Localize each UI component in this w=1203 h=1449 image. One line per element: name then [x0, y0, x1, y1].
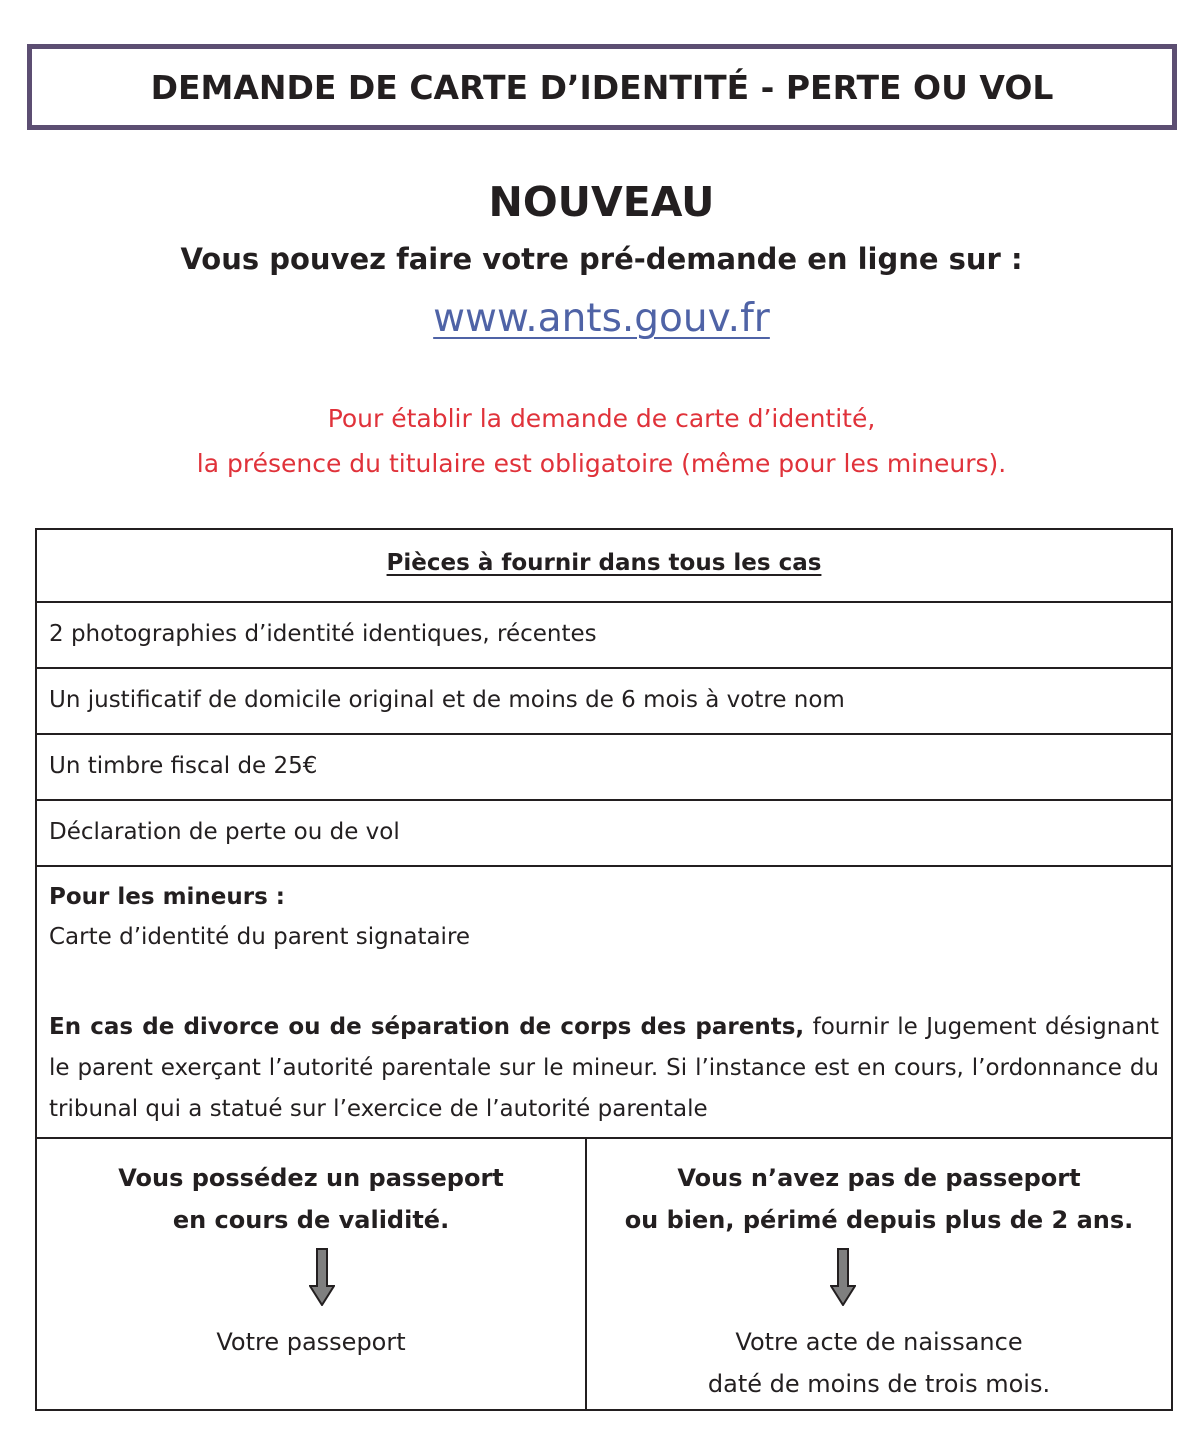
row-photos: 2 photographies d’identité identiques, récentes [49, 621, 597, 647]
row-tax-stamp: Un timbre fiscal de 25€ [49, 753, 318, 779]
arrow-down-icon [830, 1248, 856, 1306]
table-row [37, 669, 1171, 735]
no-passport-column [587, 1139, 1171, 1409]
notice-line-1: Pour établir la demande de carte d’identité, [327, 404, 876, 433]
no-passport-heading-line-2: ou bien, périmé depuis plus de 2 ans. [624, 1206, 1134, 1234]
page-title: DEMANDE DE CARTE D’IDENTITÉ - PERTE OU VOL [150, 67, 1054, 107]
table-row [37, 801, 1171, 867]
row-proof-of-address: Un justificatif de domicile original et de moins de 6 mois à votre nom [49, 687, 845, 713]
divorce-paragraph [49, 1007, 1159, 1130]
minors-parent-id: Carte d’identité du parent signataire [49, 924, 471, 950]
passport-valid-heading-line-2: en cours de validité. [172, 1206, 450, 1234]
table-header: Pièces à fournir dans tous les cas [386, 550, 822, 576]
divorce-bold: En cas de divorce ou de séparation de corps des parents, [49, 1014, 805, 1040]
no-passport-heading [587, 1157, 1171, 1241]
online-predemand-text: Vous pouvez faire votre pré-demande en ligne sur : [180, 242, 1023, 276]
passport-valid-heading-line-1: Vous possédez un passeport [118, 1164, 504, 1192]
passport-valid-requirement [37, 1321, 585, 1363]
arrow-down-icon [309, 1248, 335, 1306]
ants-link-wrapper [0, 296, 1203, 341]
row-loss-declaration: Déclaration de perte ou de vol [49, 819, 400, 845]
nouveau-heading: NOUVEAU [488, 178, 715, 226]
notice-line-2: la présence du titulaire est obligatoire (même pour les mineurs). [196, 449, 1007, 478]
ants-link[interactable]: www.ants.gouv.fr [433, 296, 770, 341]
divorce-text: fournir le Jugement désignant le parent exerçant l’autorité parentale sur le mineur. Si l’instance est en cours, l’ordonnance du tribunal qui a statué sur l’exercice de l’autorité parentale [49, 1014, 1159, 1122]
documents-table [35, 528, 1173, 1411]
minors-title: Pour les mineurs : [49, 884, 285, 910]
no-passport-requirement [587, 1321, 1171, 1405]
passport-valid-heading [37, 1157, 585, 1241]
passport-valid-column [37, 1139, 587, 1409]
no-passport-requirement-line-1: Votre acte de naissance [735, 1328, 1023, 1356]
table-header-row [37, 530, 1171, 603]
no-passport-requirement-line-2: daté de moins de trois mois. [707, 1370, 1051, 1398]
passport-valid-requirement-line-1: Votre passeport [216, 1328, 406, 1356]
passport-options [37, 1139, 1171, 1409]
table-row [37, 735, 1171, 801]
minors-section [37, 867, 1171, 1139]
table-row [37, 603, 1171, 669]
title-box [27, 44, 1177, 130]
no-passport-heading-line-1: Vous n’avez pas de passeport [677, 1164, 1081, 1192]
